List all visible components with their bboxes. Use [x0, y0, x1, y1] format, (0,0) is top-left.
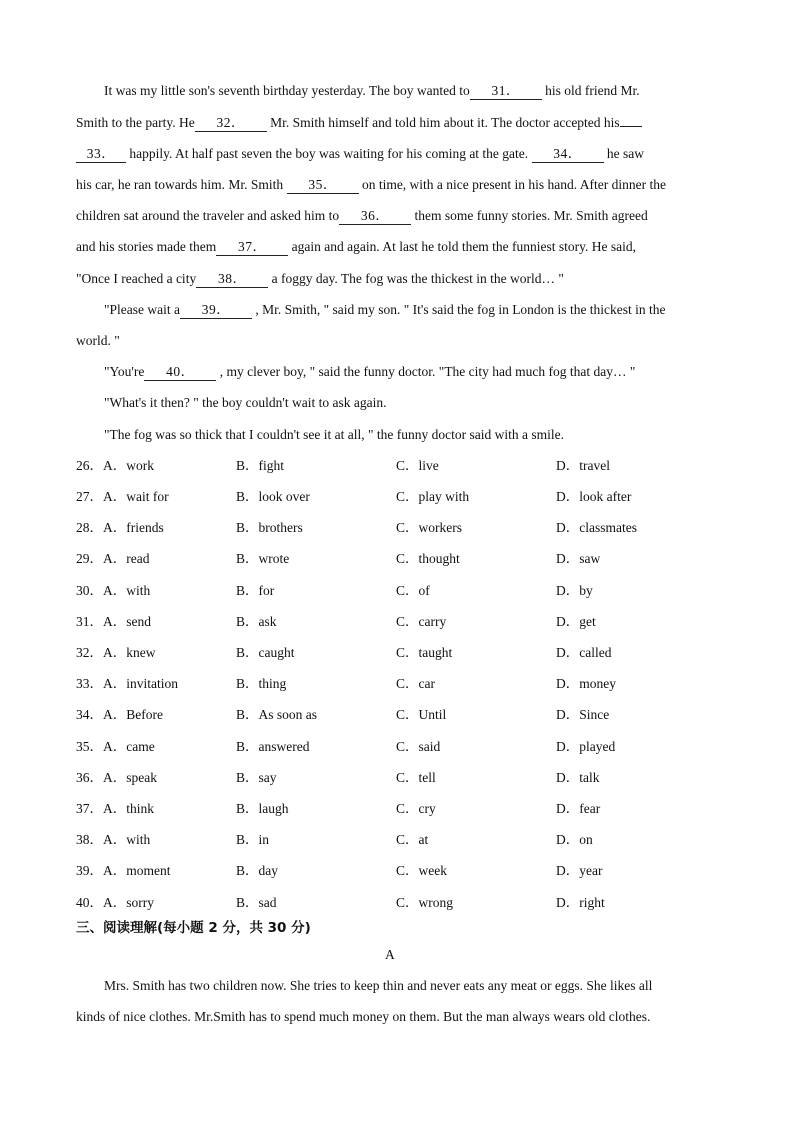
question-option: B．brothers	[236, 520, 303, 535]
question-option: C．taught	[396, 645, 453, 660]
question-number: 37．	[76, 801, 103, 816]
blank-35: 35．	[287, 177, 359, 194]
question-option: C．wrong	[396, 895, 453, 910]
question-option: 30．A．with	[76, 583, 151, 598]
question-option: D．talk	[556, 770, 600, 785]
question-option: B．look over	[236, 489, 310, 504]
question-option: 29．A．read	[76, 551, 150, 566]
passage-line: 33． happily. At half past seven the boy was waiting for his coming at the gate. 34． he saw	[76, 144, 716, 164]
blank-32: 32．	[195, 115, 267, 132]
blank-31: 31．	[470, 83, 542, 100]
question-option: D．travel	[556, 458, 610, 473]
question-option: D．on	[556, 832, 593, 847]
question-number: 34．	[76, 707, 103, 722]
question-option: B．answered	[236, 739, 310, 754]
passage-line: "The fog was so thick that I couldn't see it at all, " the funny doctor said with a smile.	[104, 427, 564, 442]
question-option: C．said	[396, 739, 441, 754]
question-option: B．As soon as	[236, 707, 318, 722]
question-option: D．year	[556, 863, 603, 878]
section-heading: 三、阅读理解(每小题 2 分，共 30 分)	[76, 920, 311, 936]
passage-line: "What's it then? " the boy couldn't wait to ask again.	[104, 395, 387, 410]
passage-line: children sat around the traveler and asked him to 36． them some funny stories. Mr. Smith agreed	[76, 208, 648, 223]
blank-39: 39．	[180, 302, 252, 319]
question-option: B．fight	[236, 458, 285, 473]
question-number: 26．	[76, 458, 103, 473]
question-option: D．right	[556, 895, 605, 910]
question-option: 31．A．send	[76, 614, 151, 629]
passage-line: "Once I reached a city 38． a foggy day. The fog was the thickest in the world… "	[76, 271, 564, 286]
question-number: 35．	[76, 739, 103, 754]
question-option: B．ask	[236, 614, 277, 629]
blank-37: 37．	[216, 239, 288, 256]
blank-34: 34．	[532, 146, 604, 163]
question-option: B．thing	[236, 676, 287, 691]
question-option: B．day	[236, 863, 278, 878]
question-option: C．workers	[396, 520, 462, 535]
blank-36: 36．	[339, 208, 411, 225]
question-option: C．car	[396, 676, 435, 691]
passage-line: "Please wait a 39． , Mr. Smith, " said my son. " It's said the fog in London is the thickest in the	[104, 302, 666, 317]
question-option: D．played	[556, 739, 616, 754]
question-option: 32．A．knew	[76, 645, 156, 660]
question-option: B．sad	[236, 895, 277, 910]
reading-line: Mrs. Smith has two children now. She tries to keep thin and never eats any meat or eggs. She likes all	[104, 978, 653, 993]
question-option: C．cry	[396, 801, 436, 816]
question-option: 34．A．Before	[76, 707, 163, 722]
question-option: D．Since	[556, 707, 610, 722]
passage-line: It was my little son's seventh birthday yesterday. The boy wanted to 31． his old friend Mr.	[104, 83, 640, 98]
blank-38: 38．	[196, 271, 268, 288]
question-option: 36．A．speak	[76, 770, 157, 785]
question-option: 38．A．with	[76, 832, 151, 847]
question-number: 28．	[76, 520, 103, 535]
question-number: 39．	[76, 863, 103, 878]
blank-33-start	[620, 126, 642, 127]
question-option: D．called	[556, 645, 612, 660]
question-option: D．look after	[556, 489, 632, 504]
question-number: 30．	[76, 583, 103, 598]
question-number: 27．	[76, 489, 103, 504]
blank-40: 40．	[144, 364, 216, 381]
passage-line: his car, he ran towards him. Mr. Smith 35． on time, with a nice present in his hand. After dinner the	[76, 177, 666, 192]
question-option: C．tell	[396, 770, 436, 785]
question-option: D．money	[556, 676, 616, 691]
question-number: 36．	[76, 770, 103, 785]
question-option: 26．A．work	[76, 458, 154, 473]
question-option: 40．A．sorry	[76, 895, 154, 910]
question-option: D．by	[556, 583, 593, 598]
question-option: D．classmates	[556, 520, 637, 535]
passage-line: Smith to the party. He 32． Mr. Smith himself and told him about it. The doctor accepted his	[76, 113, 716, 133]
blank-33: 33．	[76, 146, 126, 163]
question-option: C．week	[396, 863, 447, 878]
question-option: 27．A．wait for	[76, 489, 169, 504]
question-option: B．in	[236, 832, 270, 847]
question-number: 40．	[76, 895, 103, 910]
question-option: C．carry	[396, 614, 447, 629]
passage-line: world. "	[76, 333, 120, 348]
question-option: C．Until	[396, 707, 447, 722]
question-option: C．thought	[396, 551, 460, 566]
question-option: 37．A．think	[76, 801, 155, 816]
question-number: 31．	[76, 614, 103, 629]
question-option: 28．A．friends	[76, 520, 164, 535]
question-option: D．saw	[556, 551, 601, 566]
question-number: 32．	[76, 645, 103, 660]
question-number: 29．	[76, 551, 103, 566]
question-option: D．fear	[556, 801, 601, 816]
question-number: 38．	[76, 832, 103, 847]
question-option: B．wrote	[236, 551, 290, 566]
question-option: C．live	[396, 458, 439, 473]
question-option: 39．A．moment	[76, 863, 171, 878]
passage-line: and his stories made them 37． again and again. At last he told them the funniest story. He said,	[76, 239, 637, 254]
question-number: 33．	[76, 676, 103, 691]
question-option: B．say	[236, 770, 277, 785]
question-option: 33．A．invitation	[76, 676, 178, 691]
question-option: C．of	[396, 583, 430, 598]
reading-line: kinds of nice clothes. Mr.Smith has to spend much money on them. But the man always wears old clothes.	[76, 1009, 651, 1024]
question-option: C．play with	[396, 489, 470, 504]
question-option: 35．A．came	[76, 739, 155, 754]
passage-label: A	[385, 947, 395, 962]
question-option: B．laugh	[236, 801, 289, 816]
question-option: B．caught	[236, 645, 295, 660]
question-option: D．get	[556, 614, 596, 629]
passage-line: "You're 40． , my clever boy, " said the funny doctor. "The city had much fog that day… "	[104, 364, 636, 379]
question-option: B．for	[236, 583, 275, 598]
question-option: C．at	[396, 832, 429, 847]
